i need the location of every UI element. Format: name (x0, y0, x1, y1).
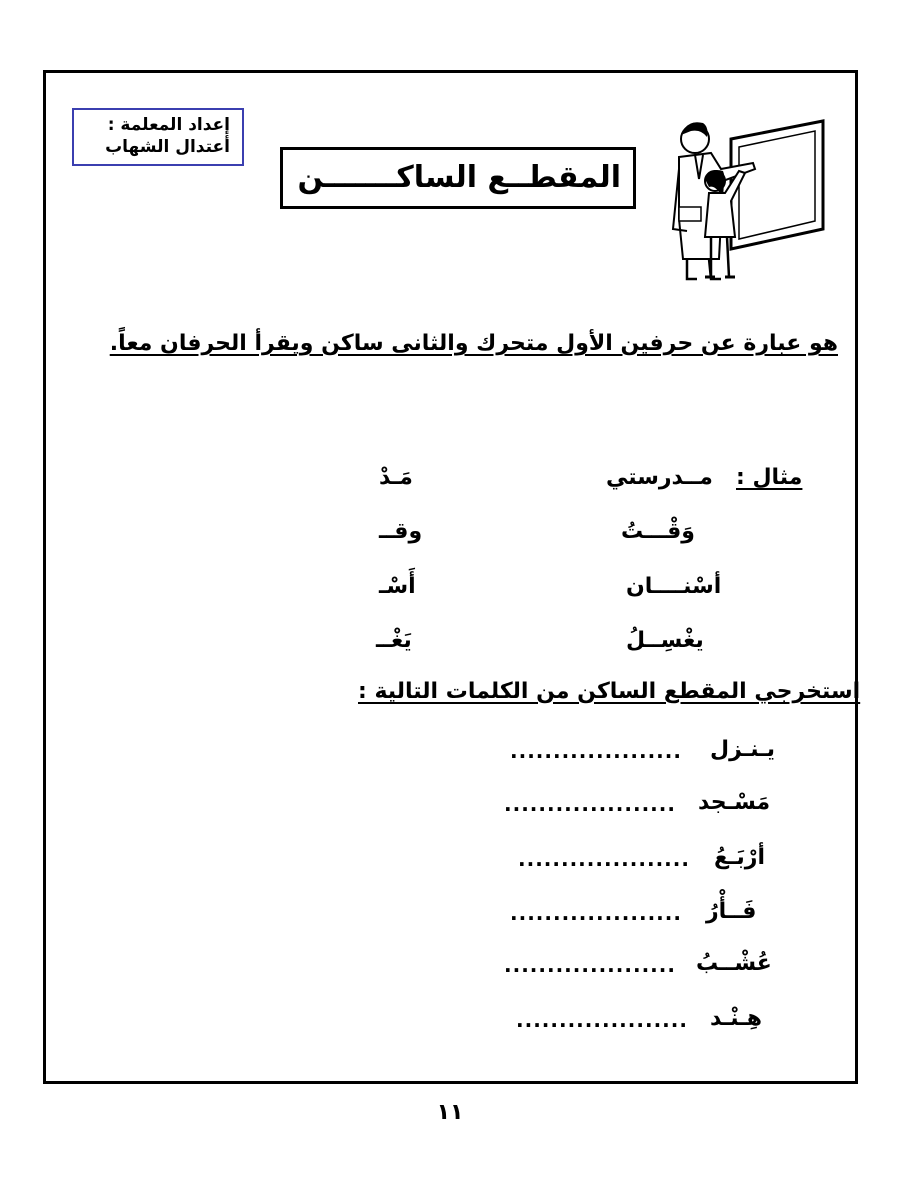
example-word: وَقْـــتُ (621, 519, 695, 544)
worksheet-frame (43, 70, 861, 1084)
answer-blank[interactable]: .................... (510, 901, 682, 925)
exercise-word: هِـنْـد (710, 1006, 762, 1031)
answer-blank[interactable]: .................... (504, 953, 676, 977)
example-word: يغْسِــلُ (626, 628, 704, 653)
exercise-word: مَسْـجد (698, 790, 771, 815)
author-name: أعتدال الشهاب (105, 137, 230, 157)
teacher-student-illustration (643, 109, 833, 284)
example-word: أسْنــــان (626, 574, 722, 599)
example-syllable: أَسْـ (379, 574, 416, 599)
answer-blank[interactable]: .................... (516, 1008, 688, 1032)
author-label: إعداد المعلمة : (107, 115, 230, 135)
definition-text: هو عبارة عن حرفين الأول متحرك والثانى ساكن ويقرأ الحرفان معاً. (109, 331, 838, 356)
exercise-word: فَــأْرُ (706, 899, 757, 924)
example-label: مثال : (736, 465, 803, 490)
author-box (72, 108, 244, 166)
exercise-word: أرْبَـعُ (714, 845, 766, 870)
answer-blank[interactable]: .................... (504, 792, 676, 816)
page-number: ١١ (436, 1100, 464, 1125)
example-syllable: يَغْــ (376, 628, 412, 653)
example-syllable: وقــ (379, 519, 423, 544)
exercise-word: عُشْــبُ (696, 951, 772, 976)
page-title: المقطــع الساكـــــــن (280, 147, 636, 209)
exercise-instruction: استخرجي المقطع الساكن من الكلمات التالية : (358, 679, 861, 704)
answer-blank[interactable]: .................... (518, 847, 690, 871)
answer-blank[interactable]: .................... (510, 739, 682, 763)
exercise-word: يـنـزل (710, 737, 776, 762)
example-word: مــدرستي (606, 465, 713, 490)
example-syllable: مَـدْ (379, 465, 413, 490)
